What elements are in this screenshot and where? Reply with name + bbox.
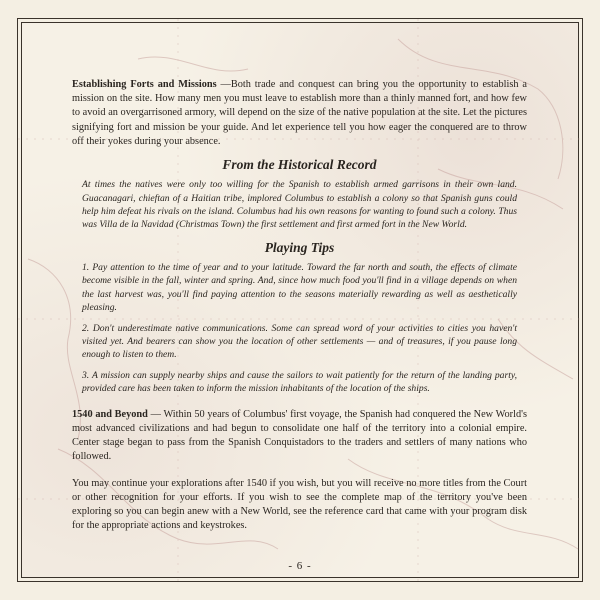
historical-text: At times the natives were only too willing for the Spanish to establish armed garrisons in their own land. Guacanagari, chieftan of a Haitian tribe, implored Columbus to establish a colony so that Spanish guns could help him defeat his rivals on the island. Columbus had his own reasons for wanting to found such a colony. Thus was Villa de la Navidad (Christmas Town) the first settlement and first armed fort in the New World.	[82, 179, 517, 231]
tip-item-1: 1. Pay attention to the time of year and to your latitude. Toward the far north and south, the effects of climate become visible in the fall, winter and spring. And, since how much food you'll find in a village depends on when the last harvest was, you'll find paying attention to the seasons materially rewarding as well as aesthetically pleasing.	[82, 262, 517, 314]
tip-item-2: 2. Don't underestimate native communications. Some can spread word of your activities to cities you haven't visited yet. And bearers can show you the location of other settlements — and of treasures, if you pause long enough to listen to them.	[82, 322, 517, 361]
forts-paragraph	[72, 78, 527, 149]
page-content	[72, 78, 527, 533]
continue-paragraph: You may continue your explorations after 1540 if you wish, but you will receive no more titles from the Court or other recognition for your efforts. If you wish to see the complete map of the territory you've been exploring so you can begin anew with a New World, see the reference card that came with your program disk for the appropriate actions and keystrokes.	[72, 477, 527, 532]
beyond-paragraph	[72, 408, 527, 465]
page-number: - 6 -	[288, 560, 312, 572]
tips-list	[72, 261, 527, 396]
historical-block	[72, 178, 527, 232]
historical-heading: From the Historical Record	[222, 157, 377, 173]
tip-item-3: 3. A mission can supply nearby ships and cause the sailors to wait patiently for the return of the landing party, provided care has been taken to inform the mission inhabitants of the location of the ships.	[82, 369, 517, 395]
tips-heading: Playing Tips	[264, 239, 335, 255]
forts-lead: Establishing Forts and Missions	[72, 79, 217, 90]
beyond-lead: 1540 and Beyond	[72, 408, 148, 420]
beyond-text: — Within 50 years of Columbus' first voyage, the Spanish had conquered the New World's most advanced civilizations and had begun to consolidate one half of the territory into a colonial empire. Center stage began to pass from the Spanish Conquistadors to the traders and settlers of many nations who followed.	[72, 408, 527, 463]
forts-text: —Both trade and conquest can bring you the opportunity to establish a mission on the site. How many men you must leave to establish more than a thinly manned fort, and how few to avoid an overgarrisoned armory, will depend on the size of the native population at the site. Let the pictures signifying fort and mission be your guide. And let experience tell you how eager the conquered are to throw off their yokes during your absence.	[72, 79, 527, 147]
